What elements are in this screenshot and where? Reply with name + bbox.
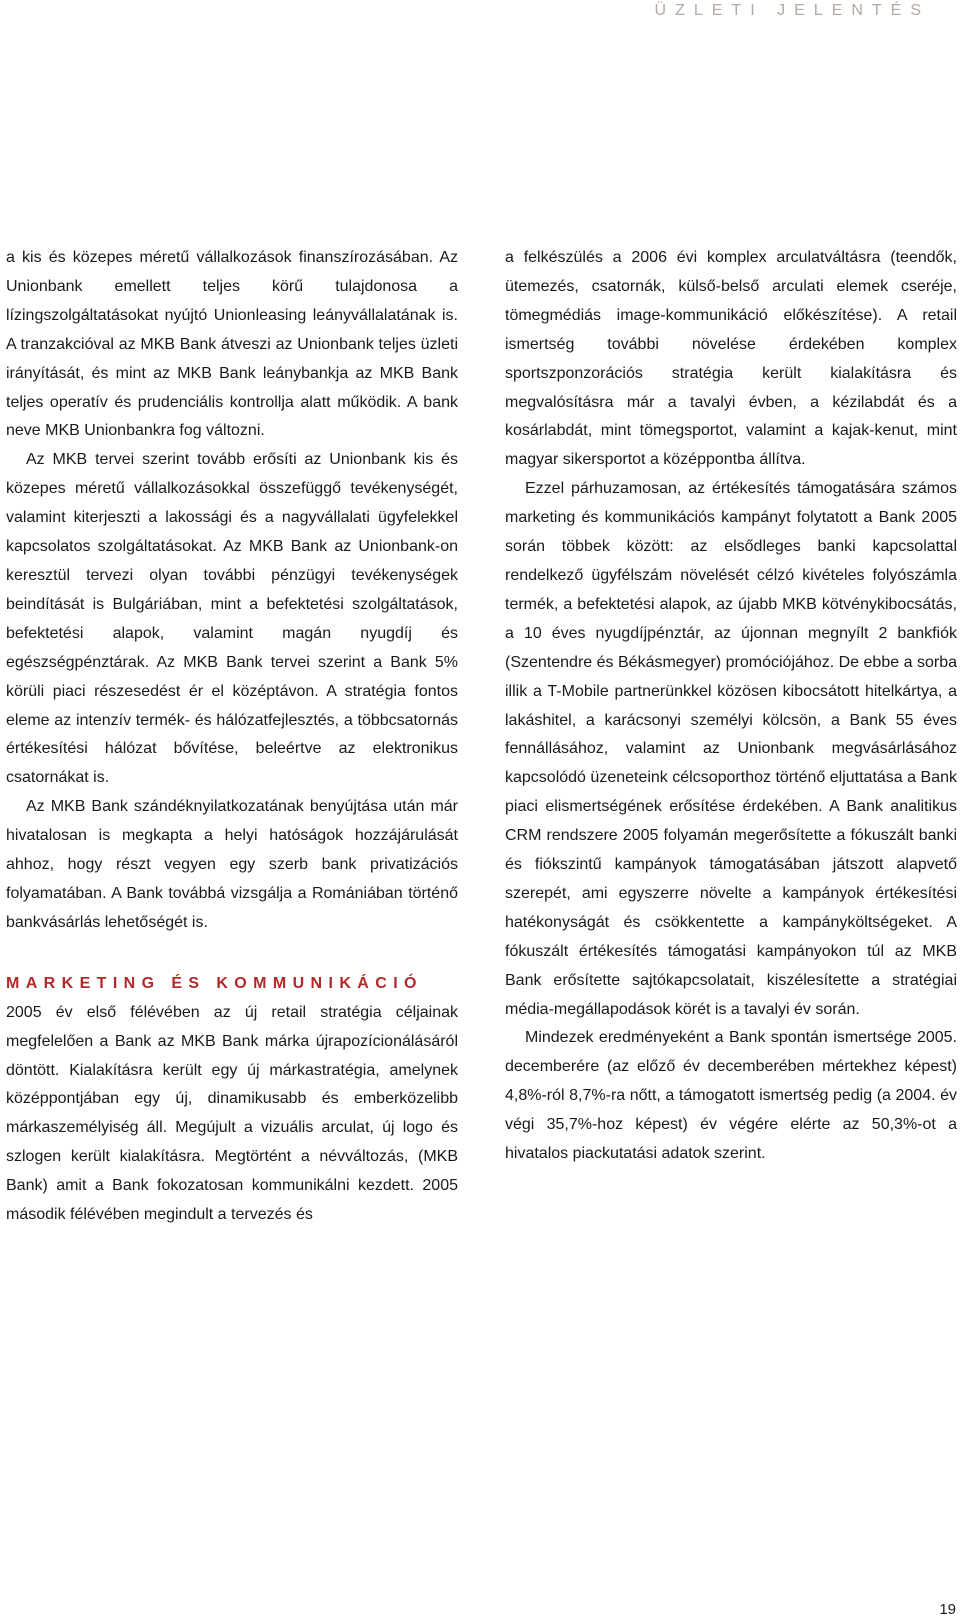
left-column — [6, 244, 458, 1230]
running-head: ÜZLETI JELENTÉS — [654, 2, 930, 19]
paragraph: 2005 év első félévében az új retail stratégia céljainak megfelelően a Bank az MKB Bank márka újrapozícionálásáról döntött. Kialakításra került egy új márkastratégia, amelynek középpontjában egy új, dinamikusabb és emberközelibb márkaszemélyiség áll. Megújult a vizuális arculat, új logo és szlogen került kialakításra. Megtörtént a névváltozás, (MKB Bank) amit a Bank fokozatosan kommunikálni kezdett. 2005 második félévében megindult a tervezés és — [6, 1003, 458, 1224]
right-column — [505, 244, 957, 1169]
paragraph: Az MKB Bank szándéknyilatkozatának benyújtása után már hivatalosan is megkapta a helyi hatóságok hozzájárulását ahhoz, hogy részt vegyen egy szerb bank privatizációs folyamatában. A Bank továbbá vizsgálja a Romániában történő bankvásárlás lehetőségét is. — [6, 798, 458, 931]
paragraph: a kis és közepes méretű vállalkozások finanszírozásában. Az Unionbank emellett teljes körű tulajdonosa a lízingszolgáltatásokat nyújtó Unionleasing leányvállalatának is. A tranzakcióval az MKB Bank átveszi az Unionbank teljes üzleti irányítását, és mint az MKB Bank leánybankja az MKB Bank teljes operatív és prudenciális kontrollja alatt működik. A bank neve MKB Unionbankra fog változni. — [6, 249, 458, 440]
paragraph: Ezzel párhuzamosan, az értékesítés támogatására számos marketing és kommunikációs kampányt folytatott a Bank 2005 során többek között: az elsődleges banki kapcsolattal rendelkező ügyfélszám növelését célzó kivételes folyószámla termék, a befektetési alapok, az újabb MKB kötvénykibocsátás, a 10 éves nyugdíjpénztár, az újonnan megnyílt 2 bankfiók (Szentendre és Békásmegyer) promóciójához. De ebbe a sorba illik a T-Mobile partnerünkkel közösen kibocsátott hitelkártya, a lakáshitel, a karácsonyi személyi kölcsön, a Bank 55 éves fennállásához, valamint az Unionbank megvásárlásához kapcsolódó üzeneteink célcsoporthoz történő eljuttatása a Bank piaci elismertségének erősítése érdekében. A Bank analitikus CRM rendszere 2005 folyamán megerősítette a fókuszált banki és fiókszintű kampányok támogatásában játszott alapvető szerepét, ami egyszerre növelte a kampányok értékesítési hatékonyságát és csökkentette a kampányköltségeket. A fókuszált értékesítés támogatási kampányokon túl az MKB Bank erősítette sajtókapcsolatait, kiszélesítette a stratégiai média-megállapodások körét is a tavalyi év során. — [505, 480, 957, 1018]
section-heading: MARKETING ÉS KOMMUNIKÁCIÓ — [6, 974, 423, 992]
paragraph: a felkészülés a 2006 évi komplex arculatváltásra (teendők, ütemezés, csatornák, külső-belső arculati elemek cseréje, tömegmédiás image-kommunikáció előkészítése). A retail ismertség további növelése érdekében komplex sportszponzorációs stratégia került kialakításra és megvalósításra már a tavalyi évben, a kézilabdát és a kosárlabdát, mint tömegsportot, valamint a kajak-kenut, mint magyar sikersportot a középpontba állítva. — [505, 249, 957, 469]
paragraph: Az MKB tervei szerint tovább erősíti az Unionbank kis és közepes méretű vállalkozásokkal összefüggő tevékenységét, valamint kiterjeszti a lakossági és a nagyvállalati ügyfelekkel kapcsolatos szolgáltatásokat. Az MKB Bank az Unionbank-on keresztül tervezi olyan további pénzügyi tevékenységek beindítását is Bulgáriában, mint a befektetési szolgáltatások, befektetési alapok, valamint magán nyugdíj és egészségpénztárak. Az MKB Bank tervei szerint a Bank 5% körüli piaci részesedést ér el középtávon. A stratégia fontos eleme az intenzív termék- és hálózatfejlesztés, a többcsatornás értékesítési hálózat bővítése, beleértve az elektronikus csatornákat is. — [6, 451, 458, 787]
paragraph: Mindezek eredményeként a Bank spontán ismertsége 2005. decemberére (az előző év decemberében mértekhez képest) 4,8%-ról 8,7%-ra nőtt, a támogatott ismertség pedig (a 2004. év végi 35,7%-hoz képest) év végére elérte az 50,3%-ot a hivatalos piackutatási adatok szerint. — [505, 1029, 957, 1163]
page-number: 19 — [939, 1601, 956, 1618]
